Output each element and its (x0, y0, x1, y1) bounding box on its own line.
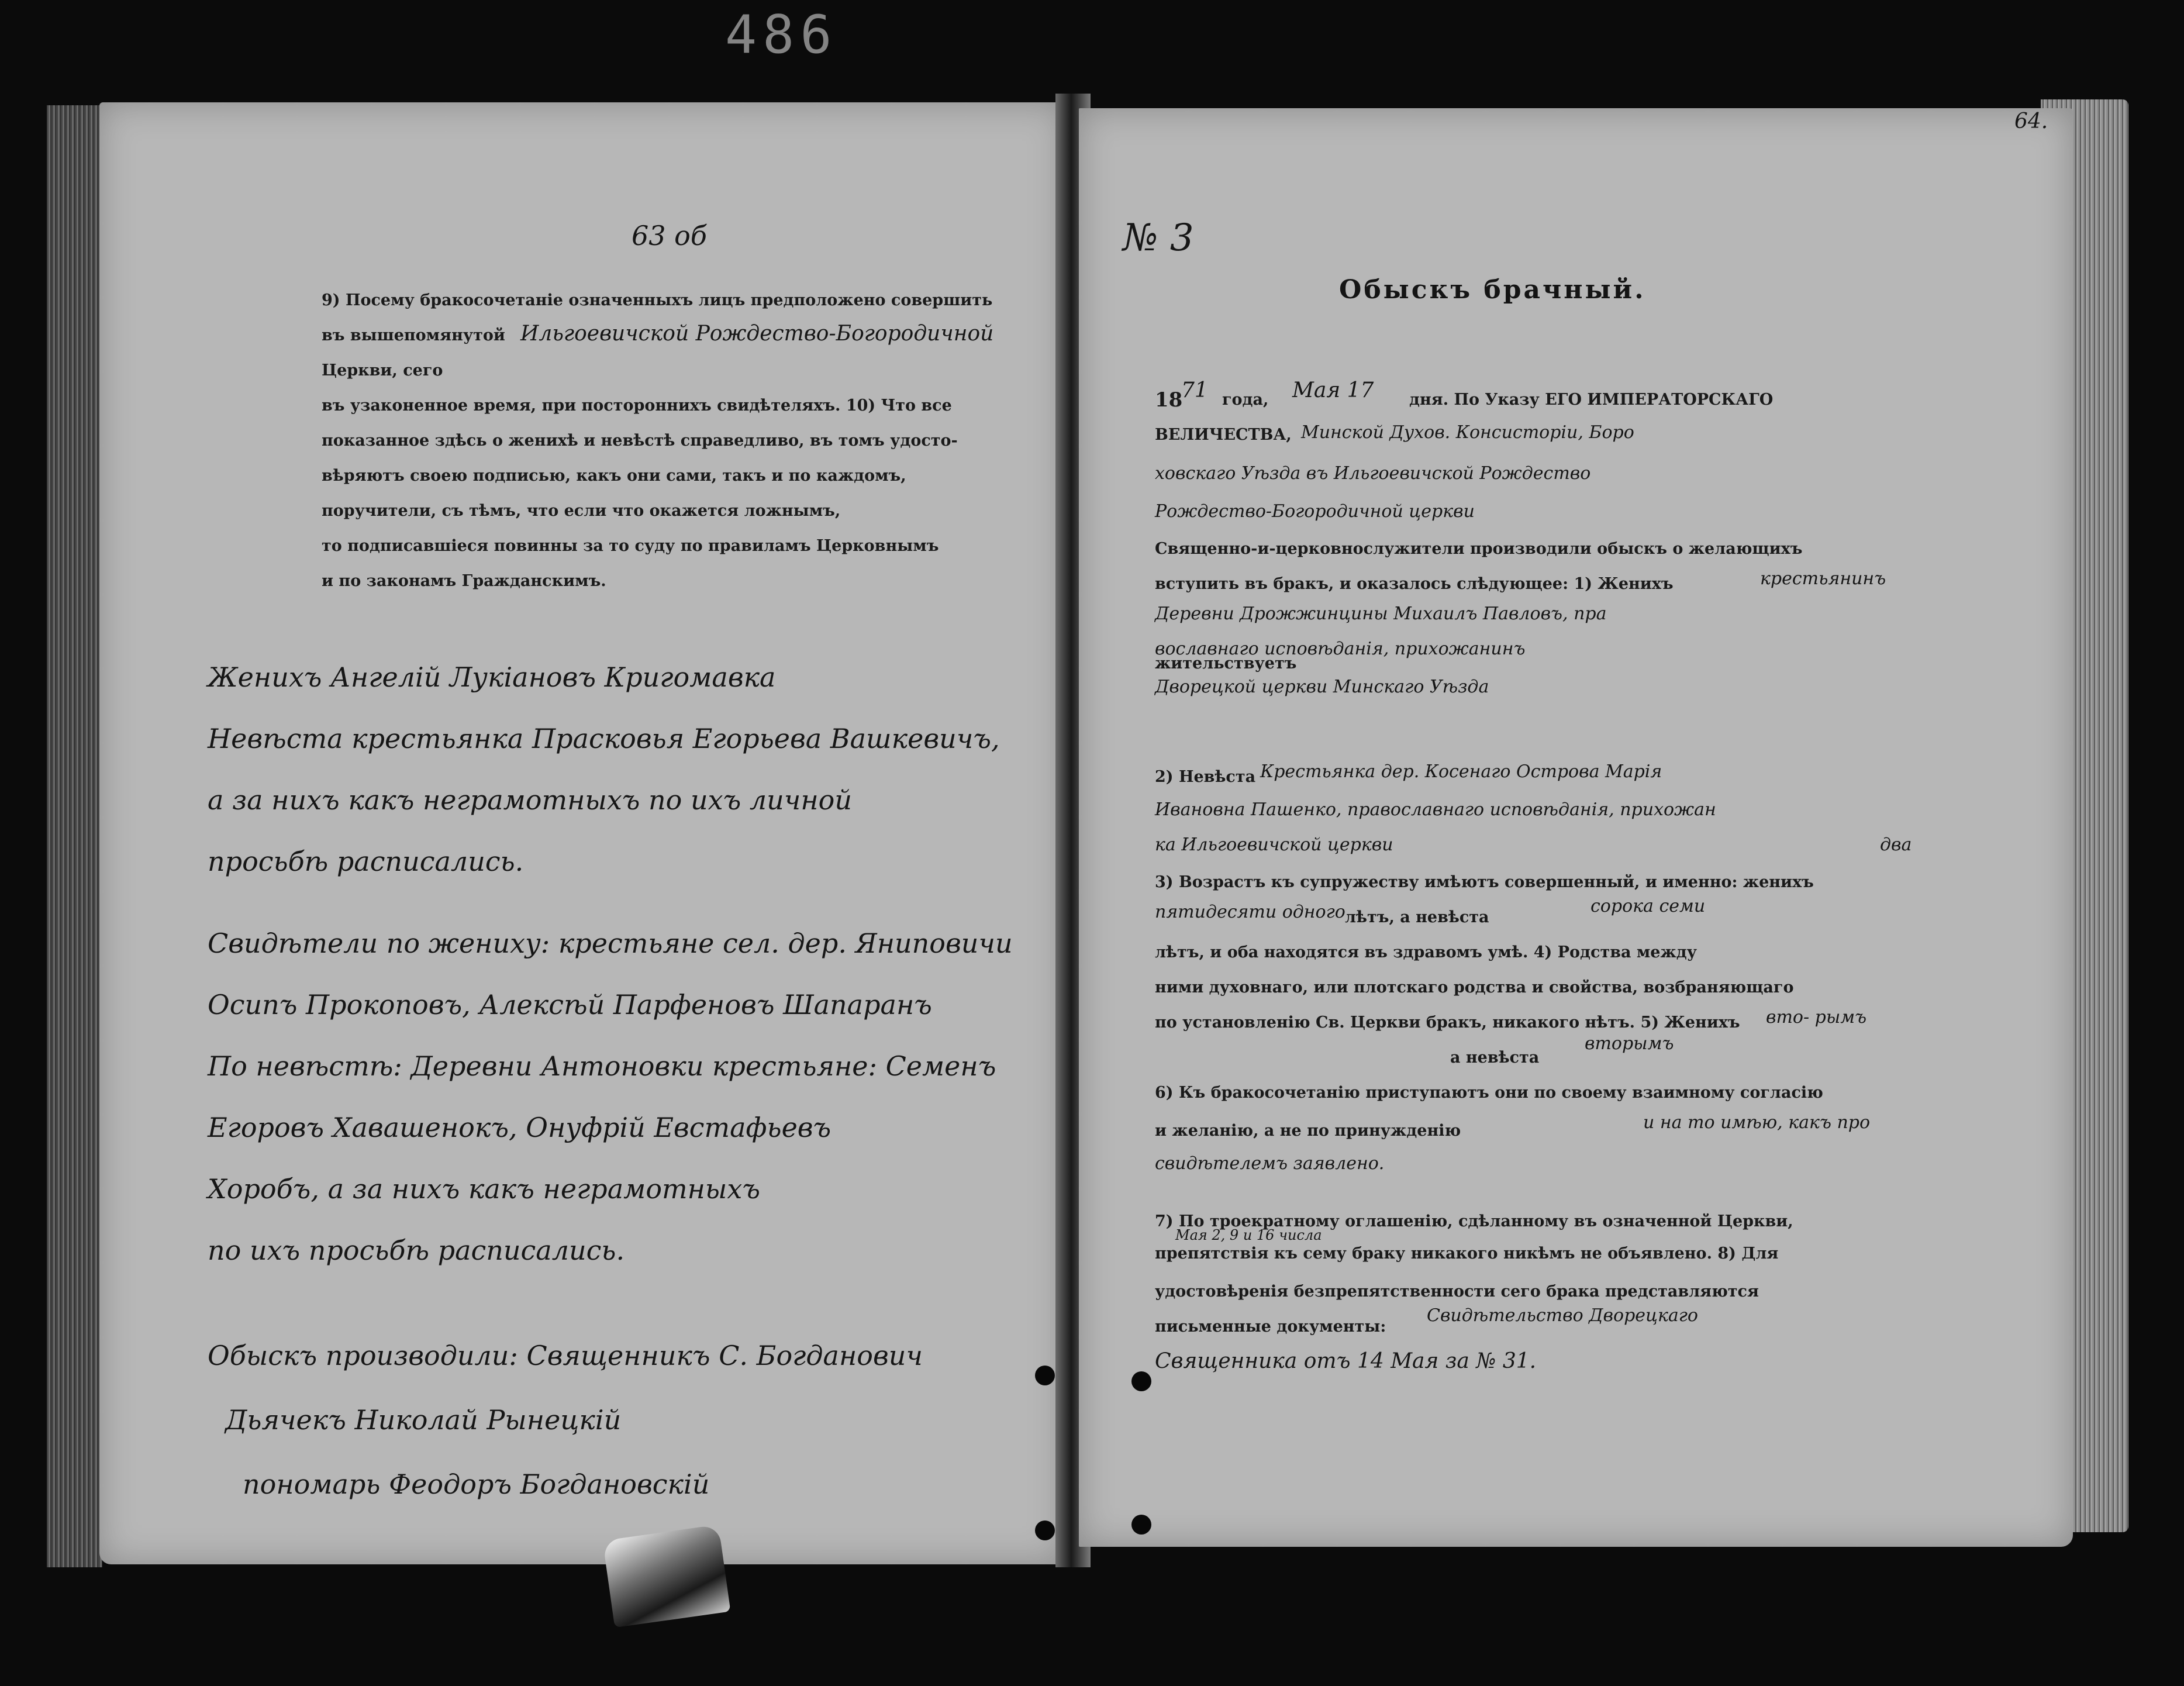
docs-line1: удостовѣренія безпрепятственности сего брака представляются (1155, 1282, 1759, 1301)
consent-hand2: свидѣтелемъ заявлено. (1155, 1153, 1385, 1174)
binding-hole (1035, 1366, 1055, 1385)
docs-line2: письменные документы: (1155, 1318, 1386, 1336)
p9-line9: и по законамъ Гражданскимъ. (322, 572, 606, 590)
groom-signature-line4: просьбѣ расписались. (208, 846, 524, 877)
resides-label: жительствуетъ (1155, 654, 1297, 673)
consistory-line1: Минской Духов. Консисторіи, Боро (1301, 422, 1634, 443)
page-clip (603, 1525, 731, 1628)
binding-hole (1131, 1371, 1151, 1391)
groom-line3: вославнаго исповѣданія, прихожанинъ (1155, 639, 1526, 659)
groom-estate: крестьянинъ (1760, 568, 1886, 589)
p9-line3: Церкви, сего (322, 361, 443, 380)
consistory-line3: Рождество-Богородичной церкви (1155, 501, 1475, 522)
clergy-line2: Дьячекъ Николай Рынецкій (225, 1404, 622, 1436)
p9-line8: то подписавшіеся повинны за то суду по правиламъ Церковнымъ (322, 537, 939, 555)
bride-label: 2) Невѣста (1155, 768, 1256, 786)
bride-marriage: вторымъ (1585, 1033, 1674, 1054)
left-folio: 63 об (632, 220, 707, 251)
bride-line3: ка Ильгоевичской церкви (1155, 835, 1393, 855)
bride-marriage-label: а невѣста (1450, 1049, 1540, 1067)
binding-hole (1035, 1520, 1055, 1540)
age-line2: лѣтъ, а невѣста (1345, 908, 1489, 926)
document-number: № 3 (1123, 216, 1194, 260)
month-day: Мая 17 (1292, 378, 1374, 402)
age-line: 3) Возрастъ къ супружеству имѣютъ совершенный, и именно: женихъ (1155, 873, 1814, 891)
groom-signature-line3: а за нихъ какъ неграмотныхъ по ихъ личной (208, 784, 853, 816)
marriage-printed-line: вступить въ бракъ, и оказалось слѣдующее: 1) Женихъ (1155, 575, 1674, 593)
p9-line7: поручители, съ тѣмъ, что если что окажется ложнымъ, (322, 502, 841, 520)
clergy-printed-line: Священно-и-церковнослужители производили обыскъ о желающихъ (1155, 540, 1803, 558)
health-line: лѣтъ, и оба находятся въ здравомъ умѣ. 4) Родства между (1155, 943, 1697, 961)
kin-line1: ними духовнаго, или плотскаго родства и свойства, возбраняющаго (1155, 978, 1794, 997)
document-title: Обыскъ брачный. (1339, 275, 1646, 305)
year-digits: 71 (1181, 378, 1208, 402)
banns-line2: препятствія къ сему браку никакого никѣмъ не объявлено. 8) Для (1155, 1244, 1779, 1263)
p9-line1: 9) Посему бракосочетаніе означенныхъ лицъ предположено совершить (322, 291, 993, 309)
bride-age: сорока семи (1590, 896, 1706, 916)
majesty-label: ВЕЛИЧЕСТВА, (1155, 426, 1292, 444)
witness-line5: Хоробъ, а за нихъ какъ неграмотныхъ (208, 1173, 760, 1205)
p9-line6: вѣряютъ своею подписью, какъ они сами, такъ и по каждомъ, (322, 467, 906, 485)
p9-line4: въ узаконенное время, при постороннихъ свидѣтеляхъ. 10) Что все (322, 396, 952, 415)
kin-line2: по установленію Св. Церкви бракъ, никакого нѣтъ. 5) Женихъ (1155, 1013, 1740, 1032)
groom-marriage: вто- рымъ (1766, 1007, 1867, 1028)
banns-dates: Мая 2, 9 и 16 числа (1175, 1227, 1322, 1243)
left-page (99, 102, 1064, 1564)
consent-line1: 6) Къ бракосочетанію приступаютъ они по своему взаимному согласію (1155, 1084, 1823, 1102)
archive-stamp: 486 (725, 4, 838, 65)
groom-line4: Дворецкой церкви Минскаго Уѣзда (1155, 677, 1489, 697)
witness-line2: Осипъ Прокоповъ, Алексѣй Парфеновъ Шапаранъ (208, 989, 932, 1020)
groom-line2: Деревни Дрожжинцины Михаилъ Павловъ, пра (1155, 604, 1607, 624)
consent-line2: и желанію, а не по принужденію (1155, 1122, 1461, 1140)
bride-line1: Крестьянка дер. Косенаго Острова Марія (1260, 761, 1662, 782)
consistory-line2: ховскаго Уѣзда въ Ильгоевичской Рождество (1155, 463, 1591, 484)
p9-line5: показанное здѣсь о женихѣ и невѣстѣ справедливо, въ томъ удосто- (322, 432, 958, 450)
left-page-edges (47, 105, 102, 1567)
groom-signature-line2: Невѣста крестьянка Прасковья Егорьева Вашкевичъ, (208, 723, 1000, 754)
groom-age: два (1880, 835, 1912, 855)
clergy-line3: пономарь Феодоръ Богдановскій (243, 1468, 710, 1500)
docs-hand2: Священника отъ 14 Мая за № 31. (1155, 1349, 1537, 1373)
church-name-hand: Ильгоевичской Рождество-Богородичной (520, 322, 994, 346)
decree-line: дня. По Указу ЕГО ИМПЕРАТОРСКАГО (1409, 391, 1774, 409)
witness-line1: Свидѣтели по жениху: крестьяне сел. дер. Яниповичи (208, 928, 1013, 959)
consent-hand: и на то имѣю, какъ про (1643, 1112, 1871, 1133)
witness-line4: Егоровъ Хавашенокъ, Онуфрій Евстафьевъ (208, 1112, 831, 1143)
year-label: года, (1222, 391, 1269, 409)
witness-line3: По невѣстѣ: Деревни Антоновки крестьяне: Семенъ (208, 1050, 996, 1082)
ages-hand: пятидесяти одного (1155, 902, 1345, 922)
binding-hole (1131, 1515, 1151, 1535)
groom-signature-line1: Женихъ Ангелій Лукіановъ Кригомавка (208, 661, 776, 693)
witness-line6: по ихъ просьбѣ расписались. (208, 1235, 625, 1266)
p9-line2: въ вышепомянутой (322, 326, 505, 344)
docs-hand1: Свидѣтельство Дворецкаго (1427, 1305, 1698, 1326)
bride-line2: Ивановна Пашенко, православнаго исповѣданія, прихожан (1155, 799, 1716, 820)
right-folio: 64. (2014, 109, 2048, 133)
year-prefix: 18 (1155, 388, 1183, 412)
banns-line1: 7) По троекратному оглашенію, сдѣланному въ означенной Церкви, (1155, 1212, 1793, 1230)
clergy-line1: Обыскъ производили: Священникъ С. Богданович (208, 1340, 923, 1371)
